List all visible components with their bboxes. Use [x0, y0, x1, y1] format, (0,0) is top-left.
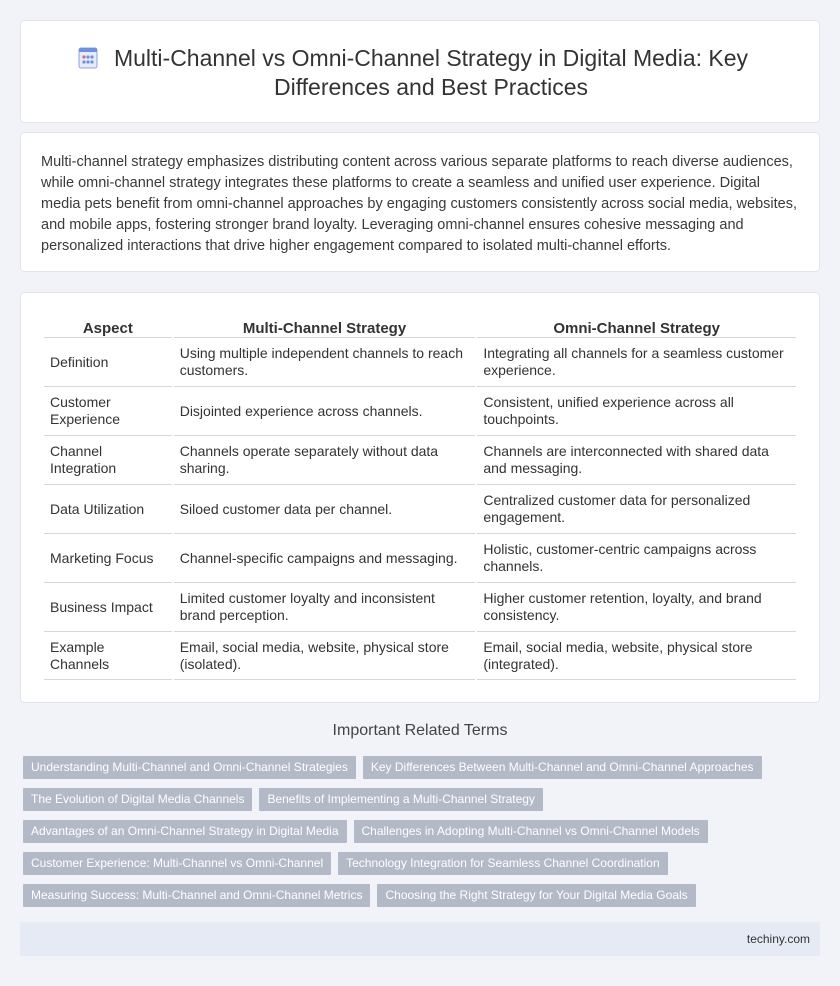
related-term-link[interactable]: Benefits of Implementing a Multi-Channel Strategy [259, 788, 542, 811]
multi-channel-cell: Siloed customer data per channel. [174, 485, 476, 534]
aspect-cell: Business Impact [44, 583, 172, 632]
tag-row [23, 884, 823, 907]
related-term-link[interactable]: Customer Experience: Multi-Channel vs Omni-Channel [23, 852, 331, 875]
aspect-cell: Customer Experience [44, 387, 172, 436]
multi-channel-cell: Channels operate separately without data sharing. [174, 436, 476, 485]
related-term-link[interactable]: The Evolution of Digital Media Channels [23, 788, 252, 811]
omni-channel-cell: Consistent, unified experience across all touchpoints. [477, 387, 796, 436]
omni-channel-cell: Holistic, customer-centric campaigns across channels. [477, 534, 796, 583]
table-row [44, 436, 796, 485]
related-term-link[interactable]: Measuring Success: Multi-Channel and Omni-Channel Metrics [23, 884, 370, 907]
intro-card [20, 132, 820, 272]
multi-channel-cell: Limited customer loyalty and inconsistent brand perception. [174, 583, 476, 632]
site-link[interactable]: techiny.com [746, 932, 810, 946]
tag-row [23, 852, 823, 875]
footer [20, 922, 820, 956]
table-row [44, 632, 796, 680]
related-term-link[interactable]: Challenges in Adopting Multi-Channel vs Omni-Channel Models [354, 820, 708, 843]
column-header-multi-channel: Multi-Channel Strategy [174, 316, 476, 338]
page-title: Multi-Channel vs Omni-Channel Strategy in Digital Media: Key Differences and Best Practices [113, 44, 749, 100]
column-header-omni-channel: Omni-Channel Strategy [477, 316, 796, 338]
related-term-link[interactable]: Advantages of an Omni-Channel Strategy in Digital Media [23, 820, 347, 843]
multi-channel-cell: Email, social media, website, physical store (isolated). [174, 632, 476, 680]
multi-channel-cell: Using multiple independent channels to reach customers. [174, 338, 476, 387]
multi-channel-cell: Channel-specific campaigns and messaging. [174, 534, 476, 583]
omni-channel-cell: Email, social media, website, physical store (integrated). [477, 632, 796, 680]
aspect-cell: Definition [44, 338, 172, 387]
table-row [44, 583, 796, 632]
related-terms-heading: Important Related Terms [332, 722, 508, 739]
related-terms-list [23, 756, 823, 916]
omni-channel-cell: Channels are interconnected with shared data and messaging. [477, 436, 796, 485]
aspect-cell: Example Channels [44, 632, 172, 680]
omni-channel-cell: Higher customer retention, loyalty, and brand consistency. [477, 583, 796, 632]
tag-row [23, 756, 823, 779]
column-header-aspect: Aspect [44, 316, 172, 338]
table-row [44, 387, 796, 436]
table-row [44, 485, 796, 534]
omni-channel-cell: Integrating all channels for a seamless customer experience. [477, 338, 796, 387]
aspect-cell: Channel Integration [44, 436, 172, 485]
aspect-cell: Marketing Focus [44, 534, 172, 583]
related-term-link[interactable]: Understanding Multi-Channel and Omni-Channel Strategies [23, 756, 356, 779]
aspect-cell: Data Utilization [44, 485, 172, 534]
comparison-table [42, 316, 798, 680]
multi-channel-cell: Disjointed experience across channels. [174, 387, 476, 436]
comparison-card [20, 292, 820, 703]
header-card [20, 20, 820, 123]
related-term-link[interactable]: Key Differences Between Multi-Channel and Omni-Channel Approaches [363, 756, 762, 779]
table-row [44, 338, 796, 387]
related-term-link[interactable]: Technology Integration for Seamless Channel Coordination [338, 852, 668, 875]
intro-paragraph: Multi-channel strategy emphasizes distributing content across various separate platforms to reach diverse audiences, while omni-channel strategy integrates these platforms to create a seamless and unified user experience. Digital media pets benefit from omni-channel approaches by engaging customers consistently across social media, websites, and mobile apps, fostering stronger brand loyalty. Leveraging omni-channel ensures cohesive messaging and personalized interactions that drive higher engagement compared to isolated multi-channel efforts. [41, 154, 797, 254]
table-header-row [44, 316, 796, 338]
tag-row [23, 788, 823, 811]
tag-row [23, 820, 823, 843]
omni-channel-cell: Centralized customer data for personalized engagement. [477, 485, 796, 534]
table-row [44, 534, 796, 583]
related-term-link[interactable]: Choosing the Right Strategy for Your Digital Media Goals [377, 884, 695, 907]
